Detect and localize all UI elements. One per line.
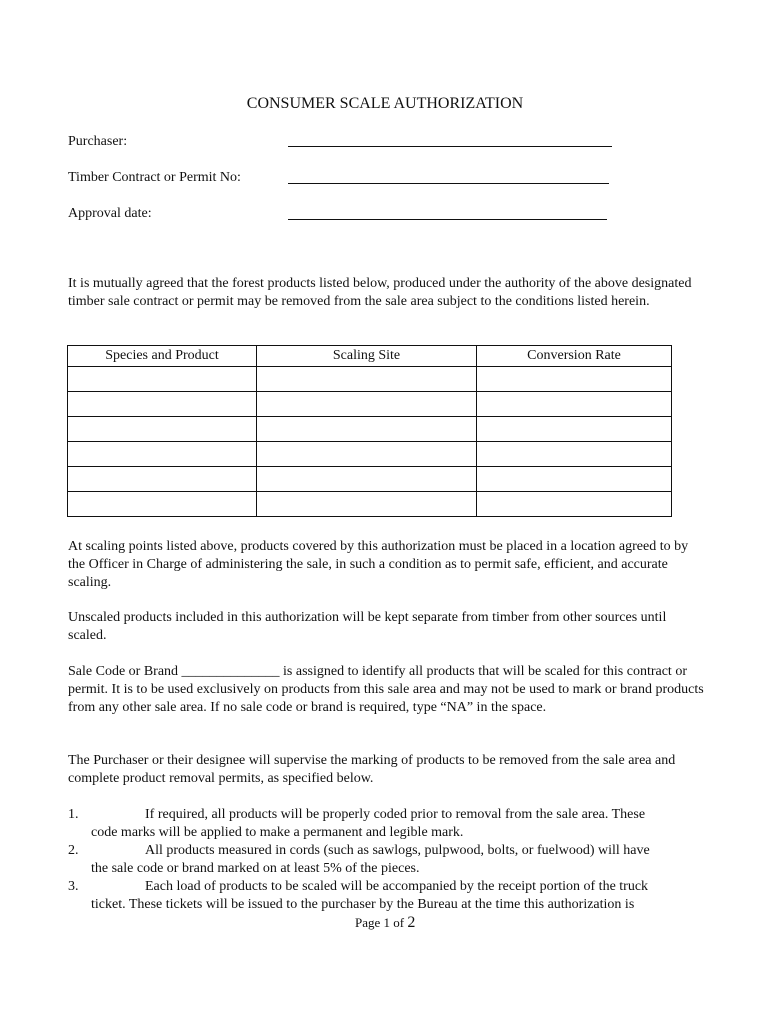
list-item — [68, 806, 708, 842]
requirements-list — [68, 806, 708, 914]
table-cell[interactable] — [68, 492, 257, 517]
table-cell[interactable] — [68, 417, 257, 442]
table-header-row — [68, 346, 672, 367]
sale-code-paragraph: Sale Code or Brand ______________ is assigned to identify all products that will be scaled for this contract or permit. It is to be used exclusively on products from this sale area and may not be used to mark or brand products from any other sale area. If no sale code or brand is required, type “NA” in the space. — [68, 664, 704, 715]
table-cell[interactable] — [257, 392, 477, 417]
table-cell[interactable] — [477, 467, 672, 492]
table-cell[interactable] — [257, 367, 477, 392]
list-item-text: Each load of products to be scaled will be accompanied by the receipt portion of the truck — [145, 879, 649, 894]
table-row — [68, 417, 672, 442]
approval-date-label: Approval date: — [68, 206, 152, 221]
table-row — [68, 442, 672, 467]
page-number — [355, 914, 415, 932]
table-cell[interactable] — [477, 367, 672, 392]
table-cell[interactable] — [68, 367, 257, 392]
table-row — [68, 492, 672, 517]
table-row — [68, 367, 672, 392]
list-item-number: 1. — [68, 807, 79, 822]
table-cell[interactable] — [68, 442, 257, 467]
table-cell[interactable] — [257, 492, 477, 517]
page-number-prefix: Page 1 of — [355, 915, 405, 930]
contract-permit-line[interactable] — [288, 183, 609, 184]
table-cell[interactable] — [257, 442, 477, 467]
list-item-text: If required, all products will be properly coded prior to removal from the sale area. These — [145, 807, 646, 822]
list-item-text-continued: ticket. These tickets will be issued to the purchaser by the Bureau at the time this authorization is — [91, 897, 635, 912]
table-cell[interactable] — [257, 417, 477, 442]
list-item-text: All products measured in cords (such as sawlogs, pulpwood, bolts, or fuelwood) will have — [145, 843, 650, 858]
list-item-text-continued: the sale code or brand marked on at least 5% of the pieces. — [91, 861, 420, 876]
unscaled-paragraph: Unscaled products included in this authorization will be kept separate from timber from other sources until scaled. — [68, 610, 667, 643]
table-cell[interactable] — [68, 467, 257, 492]
list-item-number: 2. — [68, 843, 79, 858]
table-row — [68, 392, 672, 417]
list-item-text-continued: code marks will be applied to make a permanent and legible mark. — [91, 825, 464, 840]
header-species-product: Species and Product — [68, 346, 257, 367]
products-table — [67, 345, 672, 517]
list-item-number: 3. — [68, 879, 79, 894]
header-scaling-site: Scaling Site — [257, 346, 477, 367]
contract-permit-label: Timber Contract or Permit No: — [68, 170, 241, 185]
purchaser-label: Purchaser: — [68, 134, 128, 149]
page-number-total: 2 — [407, 914, 416, 931]
document-title: CONSUMER SCALE AUTHORIZATION — [246, 95, 524, 112]
table-row — [68, 467, 672, 492]
intro-paragraph: It is mutually agreed that the forest products listed below, produced under the authority of the above designated timber sale contract or permit may be removed from the sale area subject to the conditions listed herein. — [68, 276, 692, 309]
list-item — [68, 842, 708, 878]
header-conversion-rate: Conversion Rate — [477, 346, 672, 367]
approval-date-line[interactable] — [288, 219, 607, 220]
scaling-points-paragraph: At scaling points listed above, products covered by this authorization must be placed in a location agreed to by the Officer in Charge of administering the sale, in such a condition as to permit safe, efficient, and accurate scaling. — [68, 539, 689, 590]
table-cell[interactable] — [477, 417, 672, 442]
table-cell[interactable] — [68, 392, 257, 417]
list-item — [68, 878, 708, 914]
purchaser-paragraph: The Purchaser or their designee will supervise the marking of products to be removed from the sale area and complete product removal permits, as specified below. — [68, 753, 676, 786]
table-cell[interactable] — [257, 467, 477, 492]
table-cell[interactable] — [477, 492, 672, 517]
table-cell[interactable] — [477, 392, 672, 417]
table-cell[interactable] — [477, 442, 672, 467]
purchaser-line[interactable] — [288, 146, 612, 147]
